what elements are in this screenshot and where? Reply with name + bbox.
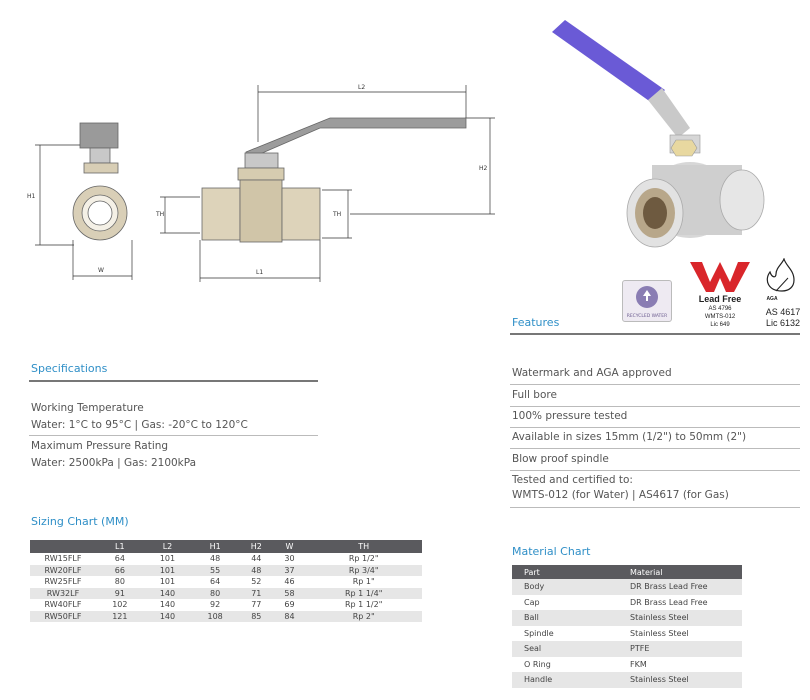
aga-standard: AS 4617 <box>765 307 801 317</box>
divider <box>510 470 800 471</box>
table-cell: 121 <box>96 611 144 623</box>
column-header <box>30 540 96 553</box>
table-cell: Stainless Steel <box>630 610 742 626</box>
material-chart-title: Material Chart <box>512 545 591 558</box>
column-header: L2 <box>144 540 192 553</box>
table-cell: 77 <box>251 600 262 610</box>
spec-working-temp-label: Working Temperature <box>31 402 144 414</box>
table-header-row <box>30 540 422 553</box>
table-cell: 37 <box>274 565 306 577</box>
table-header-row <box>512 565 742 579</box>
table-cell: 80 <box>191 588 239 600</box>
table-cell: RW40FLF <box>44 600 82 610</box>
table-cell: 80 <box>114 577 125 587</box>
valve-product-image <box>540 15 770 260</box>
dim-th-left-label: TH <box>156 211 165 218</box>
recycled-water-badge <box>622 280 672 322</box>
table-cell: Rp 1" <box>352 577 375 587</box>
material-table <box>512 565 742 688</box>
spec-pressure-value: Water: 2500kPa | Gas: 2100kPa <box>31 457 197 469</box>
table-cell: 92 <box>210 600 221 610</box>
table-cell: Seal <box>512 641 630 657</box>
aga-flame-icon <box>762 258 802 292</box>
feature-item: 100% pressure tested <box>512 410 628 422</box>
table-cell: 44 <box>251 554 262 564</box>
table-cell: 64 <box>114 554 125 564</box>
table-cell: Rp 2" <box>305 611 422 623</box>
table-cell: 101 <box>159 577 176 587</box>
table-cell: Rp 3/4" <box>305 565 422 577</box>
table-cell: Rp 1/2" <box>348 554 379 564</box>
table-cell: FKM <box>630 659 647 669</box>
dim-h2-label: H2 <box>479 165 488 172</box>
feature-item: Blow proof spindle <box>512 453 609 465</box>
column-header: H1 <box>191 540 239 553</box>
table-cell: 46 <box>284 577 295 587</box>
table-row <box>512 657 742 673</box>
specifications-title: Specifications <box>31 362 108 375</box>
feature-item: Tested and certified to: <box>512 474 633 486</box>
specifications-rule <box>29 380 318 382</box>
table-cell: 85 <box>239 611 274 623</box>
valve-front-view <box>202 118 466 242</box>
dim-l2-label: L2 <box>358 84 366 91</box>
table-cell: Rp 1 1/2" <box>345 600 383 610</box>
table-row <box>512 579 742 595</box>
table-cell: Cap <box>524 597 540 607</box>
aga-licence: Lic 6132 <box>765 318 801 328</box>
spec-working-temp-value: Water: 1°C to 95°C | Gas: -20°C to 120°C <box>31 419 248 431</box>
divider <box>510 384 800 385</box>
table-cell: 108 <box>191 611 239 623</box>
divider <box>510 507 800 508</box>
table-cell: 102 <box>112 600 128 610</box>
table-cell: RW32LF <box>30 588 96 600</box>
table-cell: 30 <box>284 554 295 564</box>
table-cell: Ball <box>512 610 630 626</box>
valve-technical-drawing <box>0 70 520 290</box>
divider <box>29 435 318 436</box>
watermark-wmts: WMTS-012 <box>704 314 736 320</box>
table-row <box>30 576 422 588</box>
table-cell: Handle <box>512 672 630 688</box>
table-cell: DR Brass Lead Free <box>630 579 742 595</box>
table-cell: 58 <box>274 588 306 600</box>
table-row <box>30 565 422 577</box>
sizing-table <box>30 540 422 622</box>
table-cell: Stainless Steel <box>630 672 742 688</box>
table-cell: 91 <box>96 588 144 600</box>
table-cell: 140 <box>144 611 192 623</box>
column-header: TH <box>305 540 422 553</box>
table-row <box>512 610 742 626</box>
aga-badge <box>758 258 808 333</box>
table-cell: RW25FLF <box>44 577 82 587</box>
table-cell: O Ring <box>524 659 551 669</box>
recycle-icon <box>635 285 659 309</box>
table-cell: DR Brass Lead Free <box>630 597 708 607</box>
table-cell: 55 <box>191 565 239 577</box>
table-row <box>512 595 742 611</box>
table-cell: Stainless Steel <box>630 628 689 638</box>
table-cell: 101 <box>159 554 176 564</box>
dim-w-label: W <box>98 267 104 274</box>
features-title: Features <box>512 316 560 329</box>
table-row <box>30 599 422 611</box>
feature-item: Watermark and AGA approved <box>512 367 672 379</box>
table-cell: 52 <box>251 577 262 587</box>
table-cell: Rp 1 1/4" <box>305 588 422 600</box>
table-row <box>512 672 742 688</box>
valve-side-view <box>73 123 127 240</box>
table-row <box>512 641 742 657</box>
table-cell: PTFE <box>630 641 742 657</box>
table-cell: 101 <box>144 565 192 577</box>
watermark-licence: Lic 649 <box>710 322 730 328</box>
dim-l1-label: L1 <box>256 269 264 276</box>
sizing-chart-title: Sizing Chart (MM) <box>31 515 129 528</box>
column-header: Part <box>512 565 630 579</box>
dim-th-right-label: TH <box>333 211 342 218</box>
divider <box>510 406 800 407</box>
table-row <box>512 626 742 642</box>
table-row <box>30 611 422 623</box>
features-rule <box>510 333 800 335</box>
table-cell: 48 <box>239 565 274 577</box>
table-cell: Spindle <box>524 628 554 638</box>
column-header: H2 <box>239 540 274 553</box>
feature-item: Available in sizes 15mm (1/2") to 50mm (2") <box>512 431 747 443</box>
column-header: Material <box>630 565 742 579</box>
watermark-standard: AS 4796 <box>708 306 732 312</box>
table-cell: 64 <box>210 577 221 587</box>
watermark-badge <box>680 258 760 333</box>
divider <box>510 427 800 428</box>
table-cell: 66 <box>96 565 144 577</box>
table-cell: 84 <box>274 611 306 623</box>
table-cell: 69 <box>284 600 295 610</box>
table-cell: Body <box>512 579 630 595</box>
recycled-water-label: RECYCLED WATER <box>626 314 668 319</box>
feature-item: WMTS-012 (for Water) | AS4617 (for Gas) <box>512 489 729 501</box>
table-cell: 48 <box>210 554 221 564</box>
aga-label: AGA <box>766 296 778 302</box>
table-row <box>30 553 422 565</box>
column-header: L1 <box>96 540 144 553</box>
dim-h1-label: H1 <box>27 193 36 200</box>
table-row <box>30 588 422 600</box>
watermark-logo-icon <box>690 260 750 292</box>
table-cell: 140 <box>144 588 192 600</box>
divider <box>510 448 800 449</box>
table-cell: 140 <box>159 600 176 610</box>
watermark-lead-free: Lead Free <box>698 294 742 304</box>
feature-item: Full bore <box>512 389 557 401</box>
table-cell: 71 <box>239 588 274 600</box>
spec-pressure-label: Maximum Pressure Rating <box>31 440 169 452</box>
table-cell: RW20FLF <box>30 565 96 577</box>
column-header: W <box>274 540 306 553</box>
table-cell: RW50FLF <box>30 611 96 623</box>
table-cell: RW15FLF <box>44 554 82 564</box>
